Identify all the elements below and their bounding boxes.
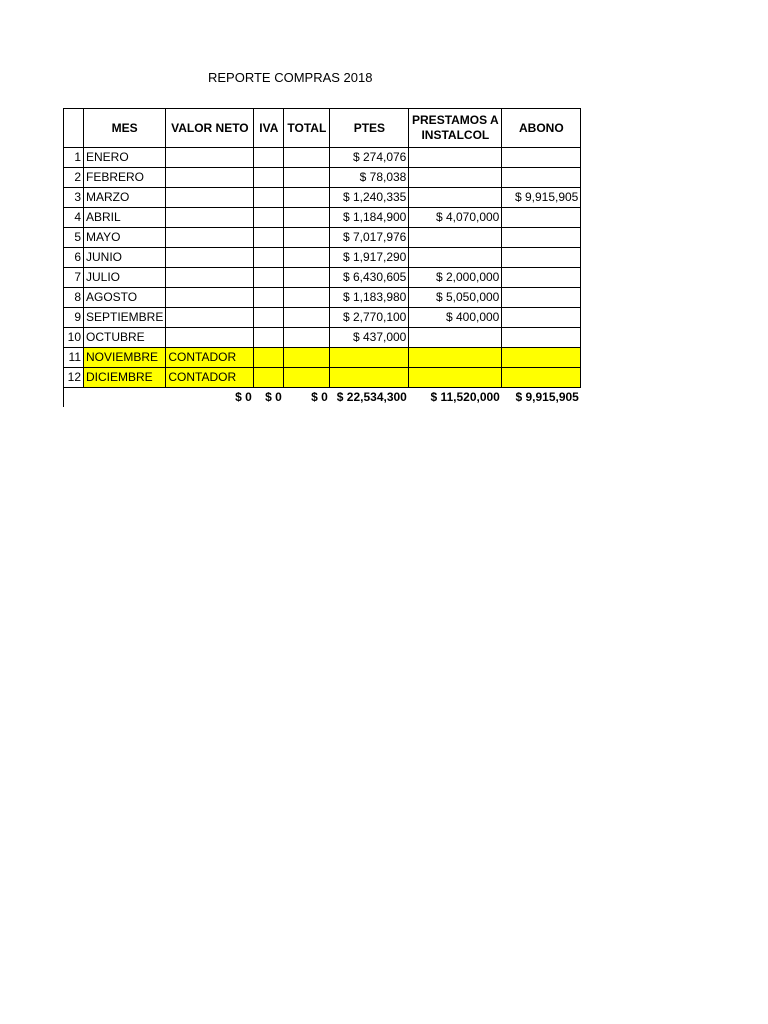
total-cell[interactable] [284, 348, 330, 368]
prestamos-cell[interactable]: $ 2,000,000 [409, 268, 502, 288]
iva-cell[interactable] [254, 228, 284, 248]
total-cell[interactable] [284, 188, 330, 208]
abono-cell[interactable] [502, 348, 581, 368]
prestamos-cell[interactable] [409, 248, 502, 268]
totals-row [64, 388, 581, 408]
row-number[interactable]: 11 [64, 348, 84, 368]
prestamos-cell[interactable] [409, 148, 502, 168]
valor-neto-cell[interactable]: CONTADOR [166, 368, 254, 388]
ptes-cell[interactable]: $ 274,076 [330, 148, 409, 168]
ptes-cell[interactable]: $ 1,183,980 [330, 288, 409, 308]
valor-neto-cell[interactable] [166, 148, 254, 168]
month-cell[interactable]: JUNIO [84, 248, 166, 268]
table-row [64, 208, 581, 228]
abono-cell[interactable] [502, 148, 581, 168]
row-number[interactable]: 10 [64, 328, 84, 348]
abono-cell[interactable] [502, 328, 581, 348]
abono-cell[interactable] [502, 228, 581, 248]
month-cell[interactable]: DICIEMBRE [84, 368, 166, 388]
row-number[interactable]: 9 [64, 308, 84, 328]
header-iva[interactable]: IVA [254, 109, 284, 148]
abono-cell[interactable] [502, 168, 581, 188]
table-row [64, 328, 581, 348]
iva-cell[interactable] [254, 208, 284, 228]
ptes-cell[interactable]: $ 6,430,605 [330, 268, 409, 288]
total-cell[interactable] [284, 288, 330, 308]
ptes-cell[interactable]: $ 1,917,290 [330, 248, 409, 268]
table-row [64, 248, 581, 268]
total-cell[interactable] [284, 148, 330, 168]
table-row [64, 268, 581, 288]
header-valor-neto[interactable]: VALOR NETO [166, 109, 254, 148]
total-cell[interactable] [284, 308, 330, 328]
ptes-cell[interactable]: $ 78,038 [330, 168, 409, 188]
month-cell[interactable]: AGOSTO [84, 288, 166, 308]
ptes-cell[interactable]: $ 437,000 [330, 328, 409, 348]
total-cell[interactable] [284, 268, 330, 288]
header-row [64, 109, 581, 148]
iva-cell[interactable] [254, 308, 284, 328]
table-row [64, 228, 581, 248]
total-cell[interactable] [284, 208, 330, 228]
valor-neto-cell[interactable] [166, 328, 254, 348]
row-number[interactable]: 2 [64, 168, 84, 188]
iva-cell[interactable] [254, 348, 284, 368]
total-total[interactable]: $ 0 [311, 390, 328, 404]
header-prestamos[interactable]: PRESTAMOS A INSTALCOL [409, 109, 502, 148]
abono-cell[interactable] [502, 268, 581, 288]
totals-index[interactable] [64, 388, 84, 408]
total-cell[interactable] [284, 328, 330, 348]
ptes-cell[interactable]: $ 1,184,900 [330, 208, 409, 228]
table-row [64, 288, 581, 308]
iva-cell[interactable] [254, 188, 284, 208]
totals-month[interactable] [84, 388, 166, 408]
valor-neto-cell[interactable] [166, 188, 254, 208]
abono-cell[interactable]: $ 9,915,905 [502, 188, 581, 208]
table-row [64, 308, 581, 328]
prestamos-cell[interactable] [409, 168, 502, 188]
total-cell[interactable] [284, 248, 330, 268]
iva-cell[interactable] [254, 288, 284, 308]
header-mes[interactable]: MES [84, 109, 166, 148]
table-row [64, 188, 581, 208]
ptes-cell[interactable] [330, 348, 409, 368]
table-row [64, 168, 581, 188]
abono-cell[interactable] [502, 308, 581, 328]
iva-cell[interactable] [254, 268, 284, 288]
month-cell[interactable]: NOVIEMBRE [84, 348, 166, 368]
total-valor-neto[interactable]: $ 0 [235, 390, 252, 404]
row-number[interactable]: 5 [64, 228, 84, 248]
table-row-highlighted [64, 368, 581, 388]
row-number[interactable]: 4 [64, 208, 84, 228]
prestamos-cell[interactable] [409, 228, 502, 248]
header-index[interactable] [64, 109, 84, 148]
abono-cell[interactable] [502, 248, 581, 268]
total-cell[interactable] [284, 168, 330, 188]
month-cell[interactable]: MAYO [84, 228, 166, 248]
iva-cell[interactable] [254, 148, 284, 168]
abono-cell[interactable] [502, 288, 581, 308]
row-number[interactable]: 12 [64, 368, 84, 388]
valor-neto-cell[interactable]: CONTADOR [166, 348, 254, 368]
valor-neto-cell[interactable] [166, 268, 254, 288]
total-prestamos[interactable]: $ 11,520,000 [430, 390, 500, 404]
iva-cell[interactable] [254, 248, 284, 268]
total-iva[interactable]: $ 0 [265, 390, 282, 404]
header-ptes[interactable]: PTES [330, 109, 409, 148]
row-number[interactable]: 3 [64, 188, 84, 208]
prestamos-cell[interactable] [409, 348, 502, 368]
table-row-highlighted [64, 348, 581, 368]
row-number[interactable]: 1 [64, 148, 84, 168]
iva-cell[interactable] [254, 328, 284, 348]
total-cell[interactable] [284, 228, 330, 248]
iva-cell[interactable] [254, 368, 284, 388]
ptes-cell[interactable]: $ 1,240,335 [330, 188, 409, 208]
month-cell[interactable]: SEPTIEMBRE [84, 308, 166, 328]
prestamos-cell[interactable]: $ 5,050,000 [409, 288, 502, 308]
ptes-cell[interactable] [330, 368, 409, 388]
valor-neto-cell[interactable] [166, 208, 254, 228]
ptes-cell[interactable]: $ 7,017,976 [330, 228, 409, 248]
purchases-table [63, 108, 581, 407]
valor-neto-cell[interactable] [166, 168, 254, 188]
report-title: REPORTE COMPRAS 2018 [208, 70, 373, 85]
total-cell[interactable] [284, 368, 330, 388]
ptes-cell[interactable]: $ 2,770,100 [330, 308, 409, 328]
valor-neto-cell[interactable] [166, 228, 254, 248]
prestamos-cell[interactable]: $ 400,000 [409, 308, 502, 328]
total-abono[interactable]: $ 9,915,905 [515, 390, 579, 404]
header-total[interactable]: TOTAL [284, 109, 330, 148]
month-cell[interactable]: OCTUBRE [84, 328, 166, 348]
month-cell[interactable]: JULIO [84, 268, 166, 288]
prestamos-cell[interactable]: $ 4,070,000 [409, 208, 502, 228]
abono-cell[interactable] [502, 368, 581, 388]
iva-cell[interactable] [254, 168, 284, 188]
month-cell[interactable]: ABRIL [84, 208, 166, 228]
table-body [64, 148, 581, 388]
month-cell[interactable]: MARZO [84, 188, 166, 208]
month-cell[interactable]: ENERO [84, 148, 166, 168]
row-number[interactable]: 7 [64, 268, 84, 288]
abono-cell[interactable] [502, 208, 581, 228]
month-cell[interactable]: FEBRERO [84, 168, 166, 188]
row-number[interactable]: 6 [64, 248, 84, 268]
total-ptes[interactable]: $ 22,534,300 [336, 390, 407, 404]
header-abono[interactable]: ABONO [502, 109, 581, 148]
prestamos-cell[interactable] [409, 188, 502, 208]
valor-neto-cell[interactable] [166, 248, 254, 268]
valor-neto-cell[interactable] [166, 288, 254, 308]
valor-neto-cell[interactable] [166, 308, 254, 328]
prestamos-cell[interactable] [409, 328, 502, 348]
row-number[interactable]: 8 [64, 288, 84, 308]
prestamos-cell[interactable] [409, 368, 502, 388]
table-row [64, 148, 581, 168]
